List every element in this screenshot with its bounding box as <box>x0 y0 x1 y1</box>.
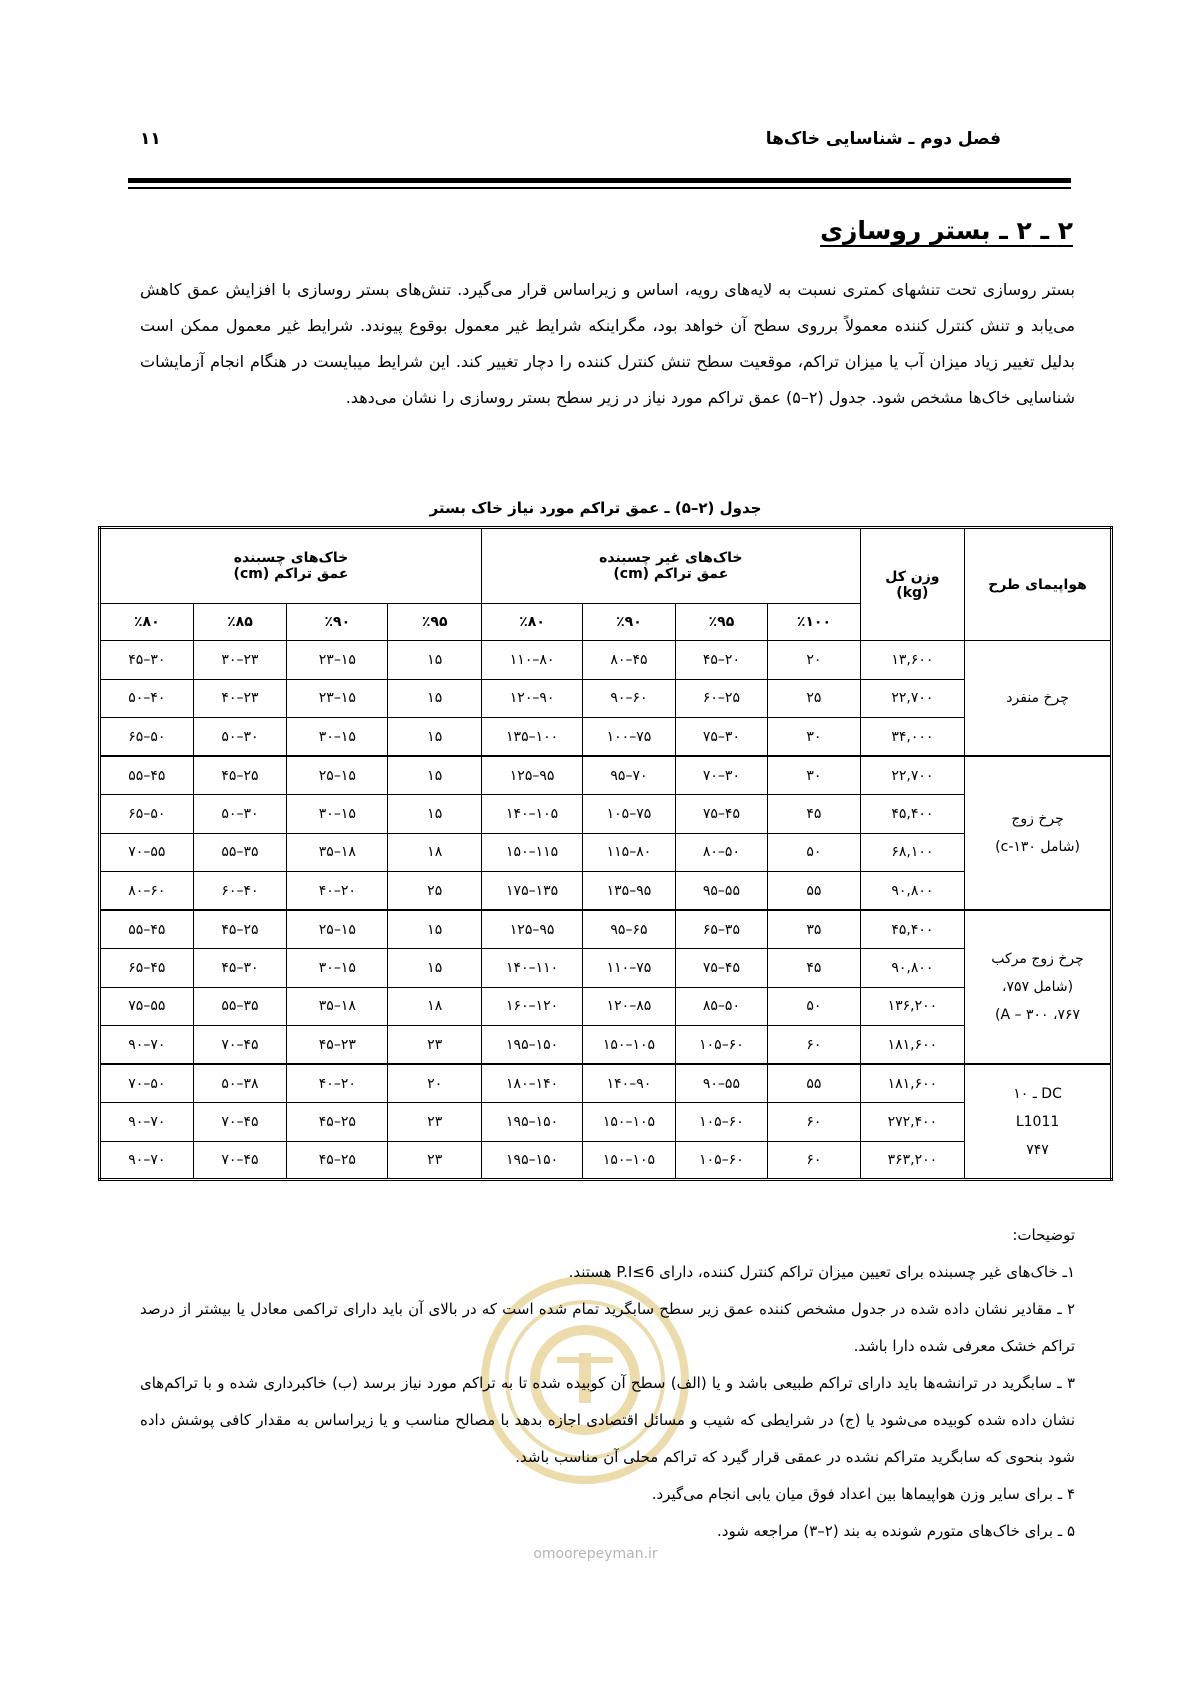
depth-cell: ۱۰۵–۱۴۰ <box>481 795 582 834</box>
depth-cell: ۲۰–۴۰ <box>287 1064 388 1103</box>
depth-cell: ۷۵–۱۱۰ <box>583 949 675 988</box>
depth-cell: ۱۸ <box>388 987 482 1026</box>
depth-cell: ۴۵–۶۵ <box>100 949 194 988</box>
depth-cell: ۴۰–۶۰ <box>193 872 287 911</box>
depth-cell: ۱۸ <box>388 833 482 872</box>
header-noncohesive <box>481 528 860 604</box>
depth-cell: ۴۵ <box>768 949 860 988</box>
table-row <box>100 833 1112 872</box>
depth-cell: ۶۰–۹۰ <box>583 679 675 718</box>
depth-cell: ۱۵ <box>388 949 482 988</box>
note-item: ۵ ـ برای خاک‌های متورم شونده به بند (۲–۳) مراجعه شود. <box>717 1522 1075 1540</box>
aircraft-type-line: چرخ زوج <box>1011 811 1064 827</box>
depth-cell: ۶۰–۱۰۵ <box>675 1141 767 1180</box>
depth-cell: ۱۵–۲۵ <box>287 756 388 795</box>
depth-cell: ۲۰–۴۵ <box>675 641 767 680</box>
depth-cell: ۸۰–۱۱۵ <box>583 833 675 872</box>
table-row <box>100 795 1112 834</box>
depth-cell: ۱۱۵–۱۵۰ <box>481 833 582 872</box>
header-c-95: ٪۹۵ <box>388 604 482 641</box>
depth-cell: ۴۵–۵۵ <box>100 756 194 795</box>
depth-cell: ۱۵ <box>388 795 482 834</box>
header-cohesive-unit: عمق تراکم (cm) <box>233 566 349 582</box>
aircraft-type-cell <box>965 1064 1112 1180</box>
depth-cell: ۱۵ <box>388 910 482 949</box>
depth-cell: ۴۵–۵۵ <box>100 910 194 949</box>
aircraft-type-cell <box>965 910 1112 1064</box>
header-aircraft: هواپیمای طرح <box>965 528 1112 641</box>
aircraft-type-line: DC ـ ۱۰ <box>1013 1085 1062 1102</box>
compaction-depth-table <box>98 526 1113 1181</box>
depth-cell: ۳۰ <box>768 718 860 757</box>
table-row <box>100 1141 1112 1180</box>
aircraft-type-cell <box>965 641 1112 757</box>
depth-cell: ۳۰–۴۵ <box>100 641 194 680</box>
depth-cell: ۶۰ <box>768 1103 860 1142</box>
weight-cell: ۲۲,۷۰۰ <box>860 756 964 795</box>
aircraft-type-line: L1011 <box>1015 1113 1060 1130</box>
depth-cell: ۳۵–۵۵ <box>193 833 287 872</box>
depth-cell: ۱۵–۲۵ <box>287 910 388 949</box>
depth-cell: ۹۵–۱۲۵ <box>481 756 582 795</box>
depth-cell: ۹۵–۱۳۵ <box>583 872 675 911</box>
depth-cell: ۵۵ <box>768 872 860 911</box>
notes-heading: توضیحات: <box>1012 1226 1075 1244</box>
depth-cell: ۶۰–۱۰۵ <box>675 1026 767 1065</box>
depth-cell: ۱۳۵–۱۷۵ <box>481 872 582 911</box>
page-number: ۱۱ <box>140 129 161 149</box>
header-rule-thin <box>128 187 1071 189</box>
depth-cell: ۳۵–۶۵ <box>675 910 767 949</box>
note-item: ۲ ـ مقادیر نشان داده شده در جدول مشخص کننده عمق زیر سطح سابگرید تمام شده است که در بالای آن باید دارای تراکمی معادل یا بیشتر از درصد تراکم خشک معرفی شده دارا باشد. <box>140 1300 1075 1355</box>
table-row <box>100 718 1112 757</box>
depth-cell: ۱۵۰–۱۹۵ <box>481 1103 582 1142</box>
depth-cell: ۶۵–۹۵ <box>583 910 675 949</box>
depth-cell: ۲۵–۴۵ <box>193 756 287 795</box>
header-nc-100: ٪۱۰۰ <box>768 604 860 641</box>
header-nc-95: ٪۹۵ <box>675 604 767 641</box>
depth-cell: ۲۵–۶۰ <box>675 679 767 718</box>
depth-cell: ۵۰ <box>768 833 860 872</box>
depth-cell: ۴۵–۷۰ <box>193 1103 287 1142</box>
depth-cell: ۱۱۰–۱۴۰ <box>481 949 582 988</box>
depth-cell: ۴۵–۷۰ <box>193 1141 287 1180</box>
aircraft-type-line: A – ۳۰۰ ،۷۶۷) <box>995 1007 1081 1023</box>
header-c-80: ٪۸۰ <box>100 604 194 641</box>
depth-cell: ۳۵ <box>768 910 860 949</box>
depth-cell: ۲۳ <box>388 1103 482 1142</box>
header-c-85: ٪۸۵ <box>193 604 287 641</box>
depth-cell: ۱۵ <box>388 679 482 718</box>
depth-cell: ۹۰–۱۲۰ <box>481 679 582 718</box>
depth-cell: ۱۰۵–۱۵۰ <box>583 1103 675 1142</box>
depth-cell: ۲۳–۴۰ <box>193 679 287 718</box>
aircraft-type-line: چرخ منفرد <box>1006 690 1069 706</box>
depth-cell: ۵۰–۶۵ <box>100 795 194 834</box>
table-body <box>100 641 1112 1180</box>
depth-cell: ۳۰–۴۵ <box>193 949 287 988</box>
aircraft-type-cell <box>965 756 1112 910</box>
header-nc-90: ٪۹۰ <box>583 604 675 641</box>
depth-cell: ۵۰–۸۵ <box>675 987 767 1026</box>
watermark-url: omoorepeyman.ir <box>533 1546 658 1562</box>
table-row <box>100 1026 1112 1065</box>
depth-cell: ۶۰ <box>768 1141 860 1180</box>
depth-cell: ۱۸–۳۵ <box>287 833 388 872</box>
depth-cell: ۲۳ <box>388 1026 482 1065</box>
depth-cell: ۲۰ <box>388 1064 482 1103</box>
aircraft-type-line: (شامل ۱۳۰-c) <box>995 839 1080 855</box>
weight-cell: ۱۸۱,۶۰۰ <box>860 1026 964 1065</box>
depth-cell: ۷۰–۹۵ <box>583 756 675 795</box>
depth-cell: ۴۵–۸۰ <box>583 641 675 680</box>
table-row <box>100 949 1112 988</box>
weight-cell: ۶۸,۱۰۰ <box>860 833 964 872</box>
depth-cell: ۲۰–۴۰ <box>287 872 388 911</box>
depth-cell: ۳۰–۵۰ <box>193 795 287 834</box>
weight-cell: ۳۶۳,۲۰۰ <box>860 1141 964 1180</box>
depth-cell: ۷۰–۹۰ <box>100 1141 194 1180</box>
depth-cell: ۶۰–۱۰۵ <box>675 1103 767 1142</box>
chapter-title: فصل دوم ـ شناسایی خاک‌ها <box>765 129 1001 149</box>
depth-cell: ۵۵–۹۵ <box>675 872 767 911</box>
depth-cell: ۹۰–۱۴۰ <box>583 1064 675 1103</box>
depth-cell: ۲۵–۴۵ <box>287 1103 388 1142</box>
depth-cell: ۸۰–۱۱۰ <box>481 641 582 680</box>
note-item: ۱ـ خاک‌های غیر چسبنده برای تعیین میزان تراکم کنترل کننده، دارای P.I≤6 هستند. <box>568 1263 1075 1281</box>
depth-cell: ۲۵ <box>388 872 482 911</box>
depth-cell: ۲۳–۳۰ <box>193 641 287 680</box>
weight-cell: ۹۰,۸۰۰ <box>860 949 964 988</box>
header-rule <box>128 178 1071 183</box>
depth-cell: ۱۸–۳۵ <box>287 987 388 1026</box>
depth-cell: ۵۵–۷۵ <box>100 987 194 1026</box>
depth-cell: ۵۵–۹۰ <box>675 1064 767 1103</box>
header-weight <box>860 528 964 641</box>
table-row <box>100 910 1112 949</box>
note-item: ۴ ـ برای سایر وزن هواپیماها بین اعداد فوق میان یابی انجام می‌گیرد. <box>651 1485 1075 1503</box>
depth-cell: ۵۰–۷۰ <box>100 1064 194 1103</box>
note-item: ۳ ـ سابگرید در ترانشه‌ها باید دارای تراکم طبیعی باشد و یا (الف) سطح آن کوبیده شده تا به تراکم مورد نیاز برسد (ب) خاکبرداری شده و با تراکم‌های نشان داده شده کوبیده می‌شود یا (ج) در شرایطی که شیب و مسائل اقتصادی اجازه بدهد با مصالح مناسب و یا زیراساس به مقدار کافی پوشش داده شود بنحوی که سابگرید متراکم نشده در عمقی قرار گیرد که تراکم محلی آن مناسب باشد. <box>140 1374 1075 1466</box>
depth-cell: ۴۵–۷۵ <box>675 795 767 834</box>
table-row <box>100 987 1112 1026</box>
depth-cell: ۷۰–۹۰ <box>100 1026 194 1065</box>
weight-cell: ۳۴,۰۰۰ <box>860 718 964 757</box>
depth-cell: ۳۰–۷۰ <box>675 756 767 795</box>
header-noncohesive-unit: عمق تراکم (cm) <box>613 566 729 582</box>
depth-cell: ۴۵–۷۵ <box>675 949 767 988</box>
depth-cell: ۲۳ <box>388 1141 482 1180</box>
weight-cell: ۱۳۶,۲۰۰ <box>860 987 964 1026</box>
header-cohesive <box>100 528 482 604</box>
depth-cell: ۵۰ <box>768 987 860 1026</box>
table-row <box>100 872 1112 911</box>
depth-cell: ۱۵–۳۰ <box>287 949 388 988</box>
depth-cell: ۳۵–۵۵ <box>193 987 287 1026</box>
weight-cell: ۴۵,۴۰۰ <box>860 910 964 949</box>
depth-cell: ۲۵–۴۵ <box>193 910 287 949</box>
depth-cell: ۱۵–۲۳ <box>287 679 388 718</box>
depth-cell: ۱۵ <box>388 718 482 757</box>
weight-cell: ۲۷۲,۴۰۰ <box>860 1103 964 1142</box>
depth-cell: ۱۵–۲۳ <box>287 641 388 680</box>
table-row <box>100 679 1112 718</box>
depth-cell: ۲۵ <box>768 679 860 718</box>
table-row <box>100 1064 1112 1103</box>
weight-cell: ۱۸۱,۶۰۰ <box>860 1064 964 1103</box>
depth-cell: ۳۸–۵۰ <box>193 1064 287 1103</box>
section-title: ۲ ـ ۲ ـ بستر روسازی <box>820 216 1073 245</box>
depth-cell: ۴۰–۵۰ <box>100 679 194 718</box>
depth-cell: ۴۵ <box>768 795 860 834</box>
depth-cell: ۱۴۰–۱۸۰ <box>481 1064 582 1103</box>
depth-cell: ۱۵–۳۰ <box>287 718 388 757</box>
depth-cell: ۷۵–۱۰۵ <box>583 795 675 834</box>
depth-cell: ۲۰ <box>768 641 860 680</box>
depth-cell: ۴۵–۷۰ <box>193 1026 287 1065</box>
weight-cell: ۹۰,۸۰۰ <box>860 872 964 911</box>
header-weight-label: وزن کل <box>885 568 940 585</box>
table-row <box>100 756 1112 795</box>
depth-cell: ۱۵–۳۰ <box>287 795 388 834</box>
header-nc-80: ٪۸۰ <box>481 604 582 641</box>
depth-cell: ۳۰–۵۰ <box>193 718 287 757</box>
weight-cell: ۱۳,۶۰۰ <box>860 641 964 680</box>
depth-cell: ۱۰۵–۱۵۰ <box>583 1141 675 1180</box>
aircraft-type-line: ۷۴۷ <box>1026 1141 1049 1158</box>
table-caption: جدول (۲–۵) ـ عمق تراکم مورد نیاز خاک بستر <box>429 499 762 517</box>
depth-cell: ۸۵–۱۲۰ <box>583 987 675 1026</box>
depth-cell: ۱۰۰–۱۳۵ <box>481 718 582 757</box>
depth-cell: ۷۵–۱۰۰ <box>583 718 675 757</box>
depth-cell: ۳۰–۷۵ <box>675 718 767 757</box>
header-c-90: ٪۹۰ <box>287 604 388 641</box>
depth-cell: ۵۰–۸۰ <box>675 833 767 872</box>
weight-cell: ۲۲,۷۰۰ <box>860 679 964 718</box>
depth-cell: ۷۰–۹۰ <box>100 1103 194 1142</box>
depth-cell: ۶۰–۸۰ <box>100 872 194 911</box>
depth-cell: ۲۳–۴۵ <box>287 1026 388 1065</box>
header-cohesive-label: خاک‌های چسبنده <box>233 550 349 566</box>
depth-cell: ۲۵–۴۵ <box>287 1141 388 1180</box>
depth-cell: ۳۰ <box>768 756 860 795</box>
depth-cell: ۱۰۵–۱۵۰ <box>583 1026 675 1065</box>
header-weight-unit: (kg) <box>896 584 929 601</box>
aircraft-type-line: (شامل ۷۵۷، <box>1002 979 1074 995</box>
body-paragraph: بستر روسازی تحت تنشهای کمتری نسبت به لایه‌های رویه، اساس و زیراساس قرار می‌گیرد. تنش‌های بستر روسازی با افزایش عمق کاهش می‌یابد و تنش کنترل کننده معمولاً برروی سطح آن خواهد بود، مگراینکه شرایط غیر معمول بوقوع پیوندد. شرایط غیر معمول ممکن است بدلیل تغییر زیاد میزان آب یا میزان تراکم، موقعیت سطح تنش کنترل کننده را دچار تغییر کند. این شرایط میبایست در هنگام انجام آزمایشات شناسایی خاک‌ها مشخص شود. جدول (۲–۵) عمق تراکم مورد نیاز در زیر سطح بستر روسازی را نشان می‌دهد. <box>140 280 1075 407</box>
depth-cell: ۵۰–۶۵ <box>100 718 194 757</box>
depth-cell: ۵۵–۷۰ <box>100 833 194 872</box>
header-noncohesive-label: خاک‌های غیر چسبنده <box>599 550 743 566</box>
depth-cell: ۱۵ <box>388 756 482 795</box>
weight-cell: ۴۵,۴۰۰ <box>860 795 964 834</box>
aircraft-type-line: چرخ زوج مرکب <box>991 951 1084 967</box>
depth-cell: ۱۵۰–۱۹۵ <box>481 1026 582 1065</box>
depth-cell: ۶۰ <box>768 1026 860 1065</box>
notes-section <box>140 1217 1075 1550</box>
table-row <box>100 641 1112 680</box>
depth-cell: ۱۲۰–۱۶۰ <box>481 987 582 1026</box>
depth-cell: ۱۵ <box>388 641 482 680</box>
depth-cell: ۵۵ <box>768 1064 860 1103</box>
depth-cell: ۹۵–۱۲۵ <box>481 910 582 949</box>
table-row <box>100 1103 1112 1142</box>
depth-cell: ۱۵۰–۱۹۵ <box>481 1141 582 1180</box>
